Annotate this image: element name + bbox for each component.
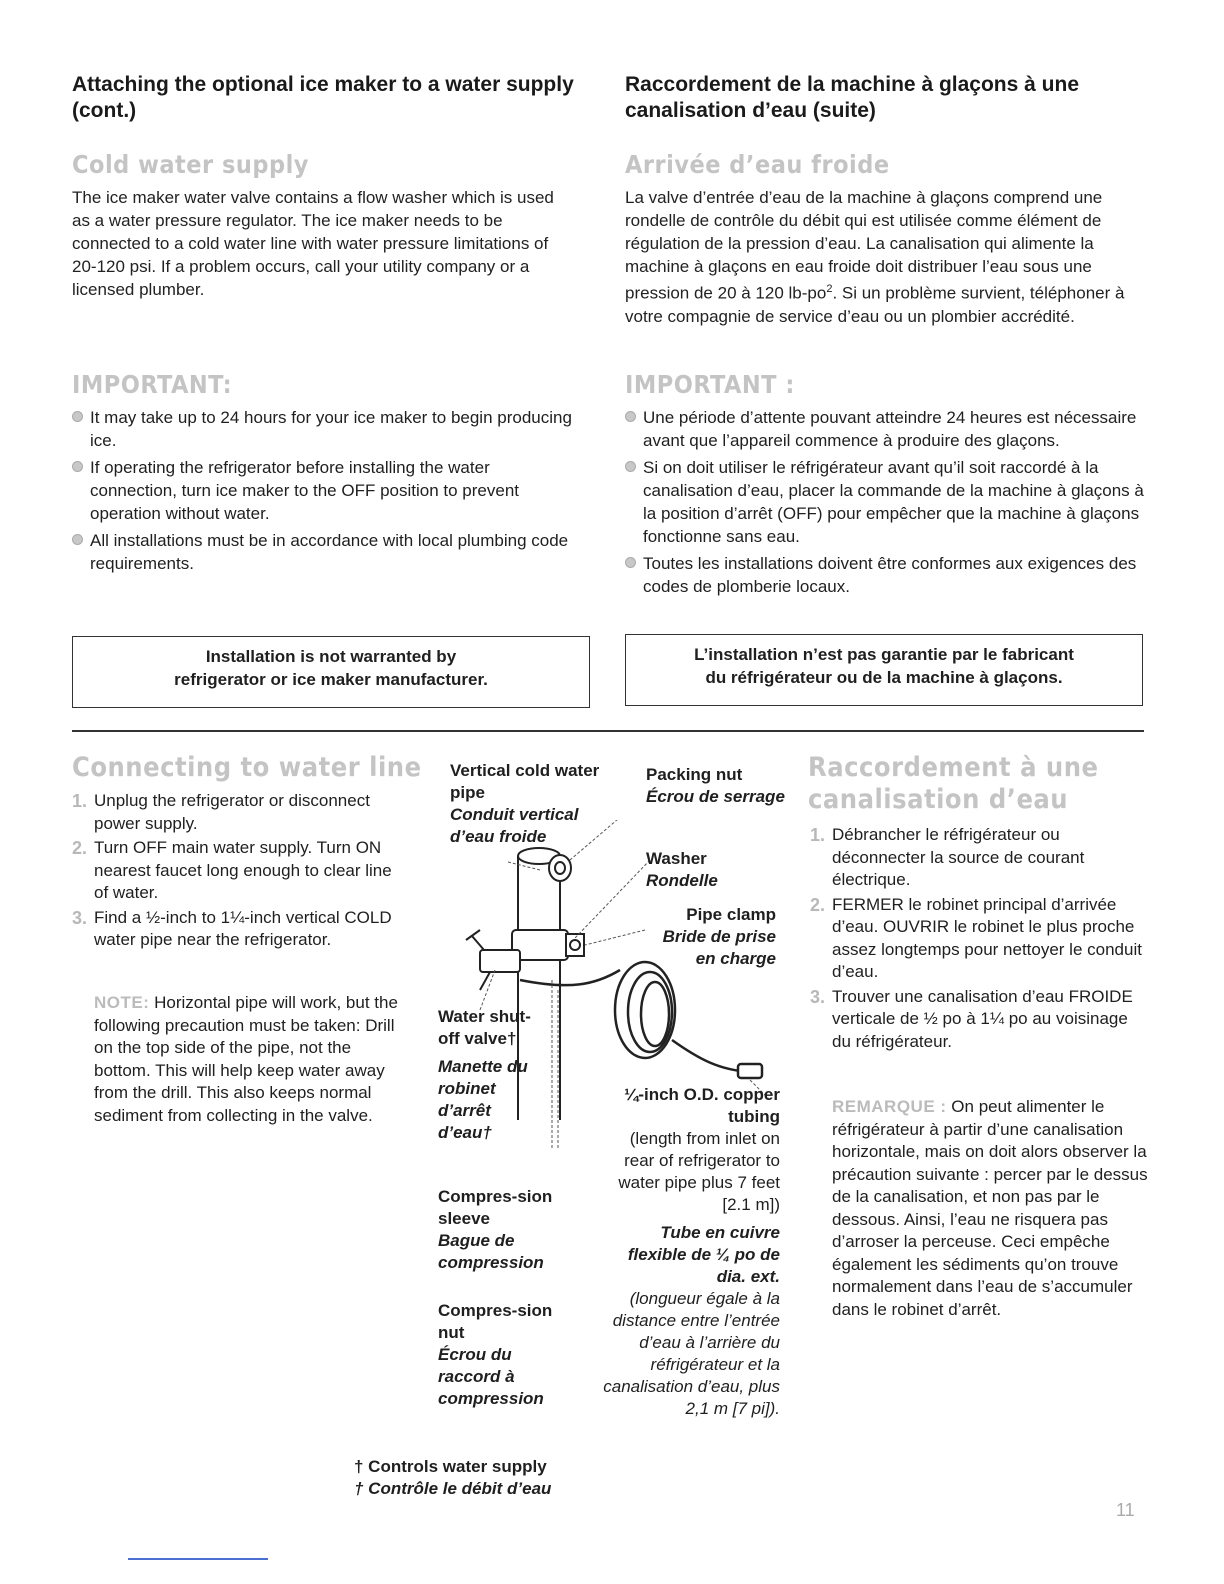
step-item: 3. Find a ½-inch to 1¼-inch vertical COLD water pipe near the refrigerator. — [72, 907, 392, 949]
warranty-box-fr — [625, 634, 1143, 706]
label-packing-nut: Packing nut Écrou de serrage — [646, 765, 785, 806]
pipe-clamp-drawing — [512, 930, 584, 960]
list-item: If operating the refrigerator before installing the water connection, turn ice maker to the OFF position to prevent operation without water. — [72, 456, 572, 525]
list-item: Une période d’attente pouvant atteindre 24 heures est nécessaire avant que l’appareil commence à produire des glaçons. — [625, 406, 1147, 452]
label-compression-nut: Compres-sion nut Écrou du raccord à compression — [438, 1301, 553, 1408]
important-list-fr — [625, 406, 1147, 602]
cold-water-text-fr: La valve d’entrée d’eau de la machine à glaçons comprend une rondelle de contrôle du débit qui est utilisée comme élément de régulation de la pression d’eau. La canalisation qui alimente la machine à glaçons en eau froide doit distribuer l’eau sous une pression de 20 à 120 $lb-po^2$. Si un problème survient, téléphoner à votre compagnie de service d’eau ou un plombier accrédité. — [625, 188, 1125, 326]
step-item: 1. Débrancher le réfrigérateur ou déconnecter la source de courant électrique. — [810, 825, 1085, 889]
label-copper-tubing: ¼-inch O.D. copper tubing (length from inlet on rear of refrigerator to water pipe plus 7 feet [2.1 m]) Tube en cuivre flexible de ¼ po de dia. ext. (longueur égale à la distance entre l’entrée d’eau à l’arrière du réfrigérateur et la canalisation d’eau, plus 2,1 m [7 pi]). — [603, 1085, 780, 1418]
label-compression-sleeve: Compres-sion sleeve Bague de compression — [438, 1187, 553, 1272]
list-item: Si on doit utiliser le réfrigérateur avant qu’il soit raccordé à la canalisation d’eau, placer la commande de la machine à glaçons à la position d’arrêt (OFF) pour empêcher que la machine à glaçons fonctionne sans eau. — [625, 456, 1147, 548]
warranty-line1-fr: L’installation n’est pas garantie par le fabricant — [694, 645, 1074, 664]
bullet-icon — [72, 461, 83, 472]
important-list-en — [72, 406, 572, 579]
label-vertical-pipe: Vertical cold water pipe Conduit vertical d’eau froide — [450, 761, 600, 846]
step-item: 1. Unplug the refrigerator or disconnect power supply. — [72, 791, 370, 833]
step-item: 2. FERMER le robinet principal d’arrivée d’eau. OUVRIR le robinet le plus proche assez longtemps pour nettoyer le conduit d’eau. — [810, 894, 1142, 981]
bullet-icon — [625, 557, 636, 568]
list-item: All installations must be in accordance with local plumbing code requirements. — [72, 529, 572, 575]
important-title-en: IMPORTANT: — [72, 370, 233, 399]
steps-en — [72, 790, 402, 954]
title-raccordement-line2: canalisation d’eau — [808, 784, 1069, 815]
note-en: NOTE: Horizontal pipe will work, but the following precaution must be taken: Drill on the top side of the pipe, not the bottom. This will help keep water away from the drill. This also keeps normal sediment from collecting in the valve. — [94, 993, 398, 1125]
warranty-box-en — [72, 636, 590, 708]
important-title-fr: IMPORTANT : — [625, 370, 795, 399]
bullet-icon — [625, 411, 636, 422]
note-fr: REMARQUE : On peut alimenter le réfrigérateur à partir d’une canalisation horizontale, mais on doit alors observer la précaution suivante : percer par le dessus de la canalisation, et non pas par le dessous. Ainsi, l’eau ne risquera pas d’arroser la perceuse. Ceci empêche également les sédiments qu’on trouve normalement dans l’eau de s’accumuler dans le robinet d’arrêt. — [832, 1097, 1148, 1319]
packing-nut-drawing — [549, 855, 571, 881]
bottom-rule — [128, 1558, 268, 1560]
label-pipe-clamp: Pipe clamp Bride de prise en charge — [662, 905, 776, 968]
label-washer: Washer Rondelle — [646, 849, 718, 890]
step-item: 2. Turn OFF main water supply. Turn ON nearest faucet long enough to clear line of water. — [72, 838, 392, 902]
warranty-line1-en: Installation is not warranted by — [205, 647, 457, 666]
step-item: 3. Trouver une canalisation d’eau FROIDE verticale de ½ po à 1¼ po au voisinage du réfrigérateur. — [810, 986, 1133, 1051]
title-raccordement-line1: Raccordement à une — [808, 752, 1099, 783]
list-item: It may take up to 24 hours for your ice maker to begin producing ice. — [72, 406, 572, 452]
subtitle-cold-water-fr: Arrivée d’eau froide — [625, 150, 890, 179]
title-connecting-water-line: Connecting to water line — [72, 752, 422, 783]
warranty-line2-fr: du réfrigérateur ou de la machine à glaçons. — [705, 668, 1063, 687]
copper-tubing-drawing — [520, 962, 762, 1078]
section-divider — [72, 730, 1144, 732]
bullet-icon — [625, 461, 636, 472]
label-shutoff-valve: Water shut-off valve† Manette du robinet d’arrêt d’eau† — [438, 1007, 531, 1142]
footnote: † Controls water supply † Contrôle le débit d’eau — [354, 1457, 552, 1498]
steps-fr — [810, 824, 1146, 1055]
heading-attaching-en: Attaching the optional ice maker to a water supply (cont.) — [72, 73, 574, 122]
warranty-line2-en: refrigerator or ice maker manufacturer. — [174, 670, 488, 689]
title-raccordement — [808, 752, 1099, 816]
bullet-icon — [72, 534, 83, 545]
bullet-icon — [72, 411, 83, 422]
subtitle-cold-water-supply: Cold water supply — [72, 150, 309, 179]
list-item: Toutes les installations doivent être conformes aux exigences des codes de plomberie locaux. — [625, 552, 1147, 598]
heading-attaching-fr: Raccordement de la machine à glaçons à une canalisation d’eau (suite) — [625, 73, 1079, 122]
cold-water-text-en: The ice maker water valve contains a flow washer which is used as a water pressure regulator. The ice maker needs to be connected to a cold water line with water pressure limitations of 20-120 psi. If a problem occurs, call your utility company or a licensed plumber. — [72, 188, 554, 299]
page-number: 11 — [1116, 1500, 1135, 1520]
